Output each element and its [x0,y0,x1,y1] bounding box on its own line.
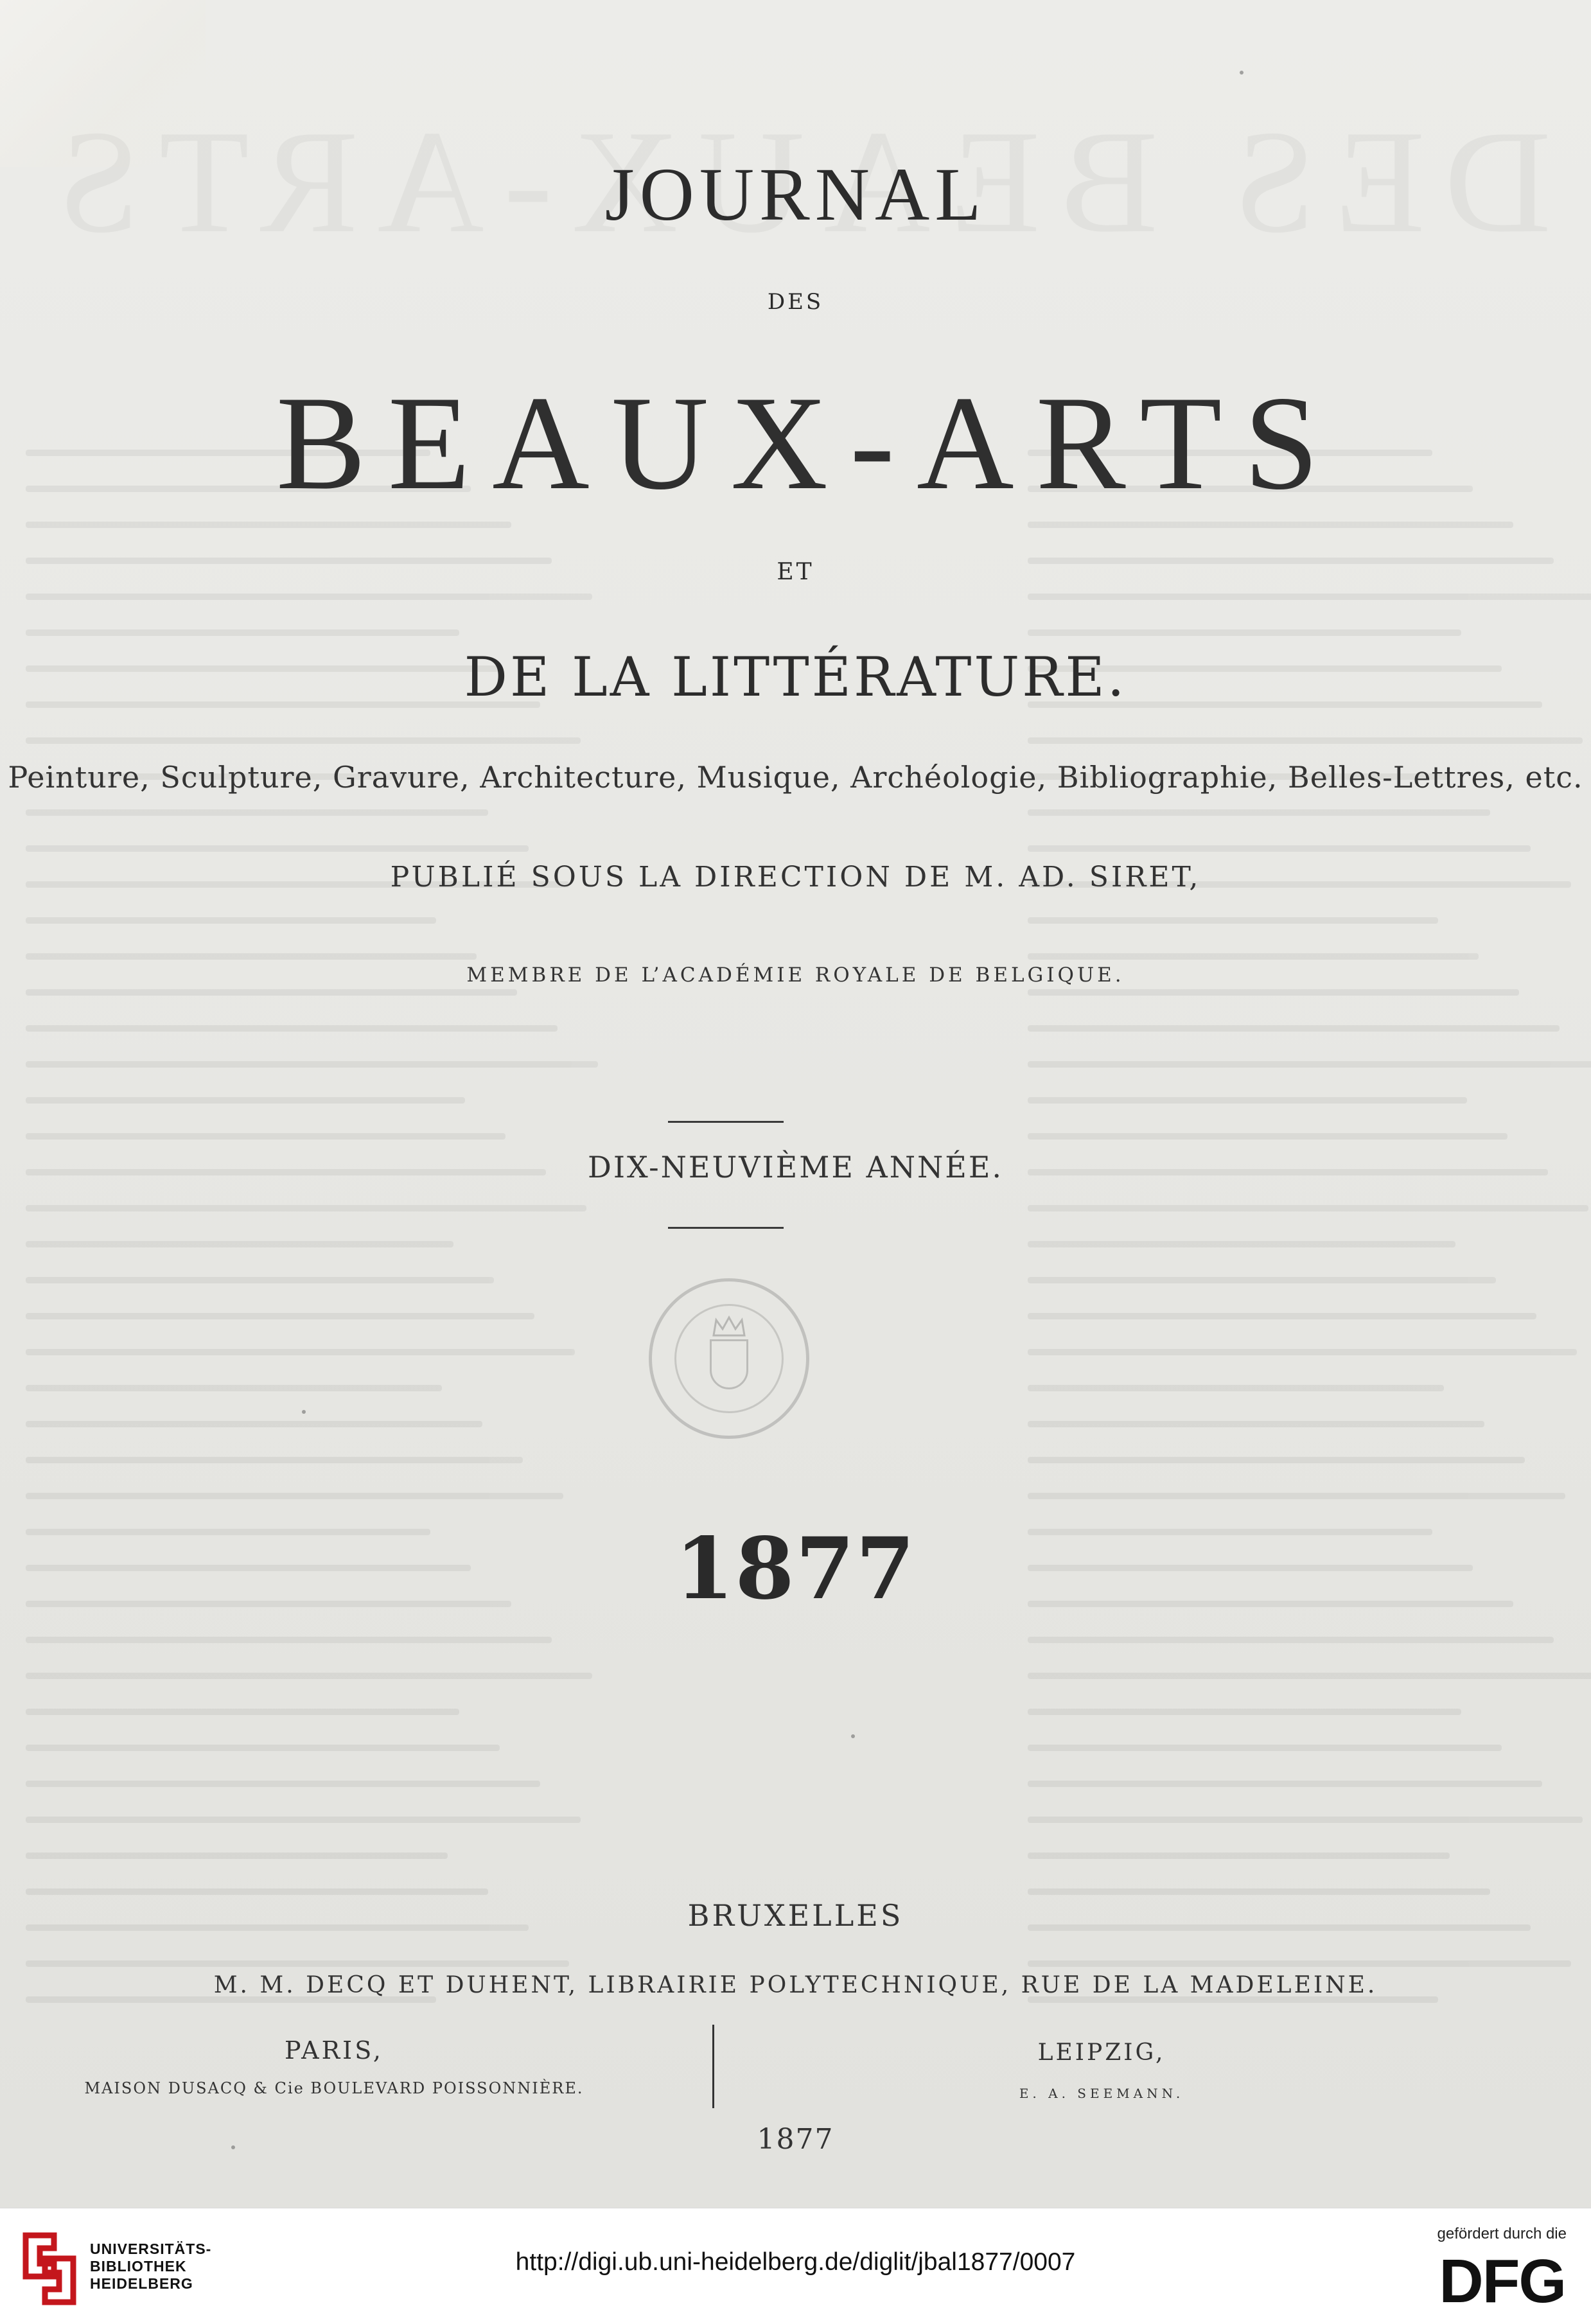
publisher-line: M. M. DECQ ET DUHENT, LIBRAIRIE POLYTECHNIQUE, RUE DE LA MADELEINE. [213,1972,1378,1998]
show-through-line [1028,737,1583,744]
dfg-logo: DFG [1439,2247,1565,2316]
show-through-line [26,1493,563,1499]
show-through-line [26,953,477,960]
show-through-line [1028,1385,1444,1391]
show-through-line [26,1349,575,1355]
show-through-line [1028,1493,1565,1499]
rule-lower [668,1227,784,1229]
permalink-url[interactable]: http://digi.ub.uni-heidelberg.de/diglit/jbal1877/0007 [515,2248,1076,2276]
show-through-line [1028,1025,1560,1032]
show-through-line [26,1673,592,1679]
show-through-line [26,1385,442,1391]
show-through-line [26,917,436,924]
crown-icon [711,1315,747,1338]
year-small: 1877 [757,2123,834,2156]
show-through-line [26,594,592,600]
publication-city: BRUXELLES [687,1898,904,1933]
show-through-line [26,1745,500,1751]
imprint-divider [712,2025,714,2108]
show-through-line [26,1888,488,1895]
year-large: 1877 [674,1519,917,1619]
show-through-line [1028,1061,1591,1068]
show-through-line [1028,809,1490,816]
show-through-line [26,1133,505,1140]
show-through-line [1028,1781,1542,1787]
leipzig-publisher: E. A. SEEMANN. [1019,2086,1184,2101]
paper-speck [851,1734,855,1738]
volume-year-line: DIX-NEUVIÈME ANNÉE. [587,1150,1004,1184]
show-through-line [26,522,511,528]
show-through-line [26,737,581,744]
show-through-line [26,1817,581,1823]
show-through-line [1028,917,1438,924]
show-through-line [1028,1853,1450,1859]
show-through-line [26,1025,558,1032]
show-through-line [26,1853,448,1859]
show-through-line [26,1313,534,1319]
show-through-line [26,1241,453,1247]
show-through-line [1028,1888,1490,1895]
show-through-line [1028,1817,1583,1823]
disciplines-line: Peinture, Sculpture, Gravure, Architecture, Musique, Archéologie, Bibliographie, Belles-Lettres, etc. [8,760,1583,795]
paris-city: PARIS, [285,2036,383,2064]
editor-line: PUBLIÉ SOUS LA DIRECTION DE M. AD. SIRET, [390,861,1201,894]
show-through-line [26,1061,598,1068]
show-through-line [1028,1745,1502,1751]
show-through-line [1028,1457,1525,1463]
show-through-line [1028,1205,1588,1211]
title-et: ET [777,559,814,585]
show-through-line [1028,1313,1536,1319]
show-through-line [1028,629,1461,636]
show-through-line [1028,1097,1467,1104]
show-through-line [26,989,517,996]
show-through-line [1028,1421,1484,1427]
show-through-line [26,845,529,852]
show-through-line [1028,1960,1571,1967]
show-through-line [1028,1637,1554,1643]
show-through-line [1028,1349,1577,1355]
title-beaux-arts: BEAUX-ARTS [276,369,1341,518]
paper-speck [1240,71,1244,75]
show-through-line [26,809,488,816]
leipzig-city: LEIPZIG, [1037,2039,1166,2066]
show-through-line [1028,1673,1591,1679]
library-name-line-3: HEIDELBERG [90,2275,193,2292]
library-stamp-icon [649,1278,809,1439]
title-litterature: DE LA LITTÉRATURE. [464,646,1127,709]
show-through-line [26,1421,482,1427]
editor-membership: MEMBRE DE L’ACADÉMIE ROYALE DE BELGIQUE. [466,964,1125,987]
show-through-line [26,1781,540,1787]
paper-speck [231,2145,235,2149]
library-name-line-1: UNIVERSITÄTS- [90,2240,212,2257]
digitization-footer [0,2208,1591,2324]
show-through-line [1028,1133,1507,1140]
title-journal: JOURNAL [604,152,987,236]
show-through-line [1028,989,1519,996]
library-name-line-2: BIBLIOTHEK [90,2258,187,2275]
show-through-line [1028,594,1591,600]
show-through-line [26,1457,523,1463]
paper-speck [302,1410,306,1414]
show-through-line [1028,1709,1461,1715]
paris-address: MAISON DUSACQ & Cie BOULEVARD POISSONNIÈRE. [84,2079,584,2097]
shield-icon [710,1339,748,1389]
show-through-line [26,1960,569,1967]
show-through-line [26,1097,465,1104]
show-through-line [26,629,459,636]
show-through-line [1028,1277,1496,1283]
show-through-line [1028,845,1531,852]
show-through-line [1028,522,1513,528]
show-through-line [26,1709,459,1715]
funding-caption: gefördert durch die [1437,2225,1567,2242]
rule-upper [668,1121,784,1123]
show-through-line [1028,953,1479,960]
show-through-line [26,1205,586,1211]
show-through-line [1028,1241,1455,1247]
show-through-line [26,1277,494,1283]
show-through-line [26,1637,552,1643]
title-des: DES [767,289,824,315]
